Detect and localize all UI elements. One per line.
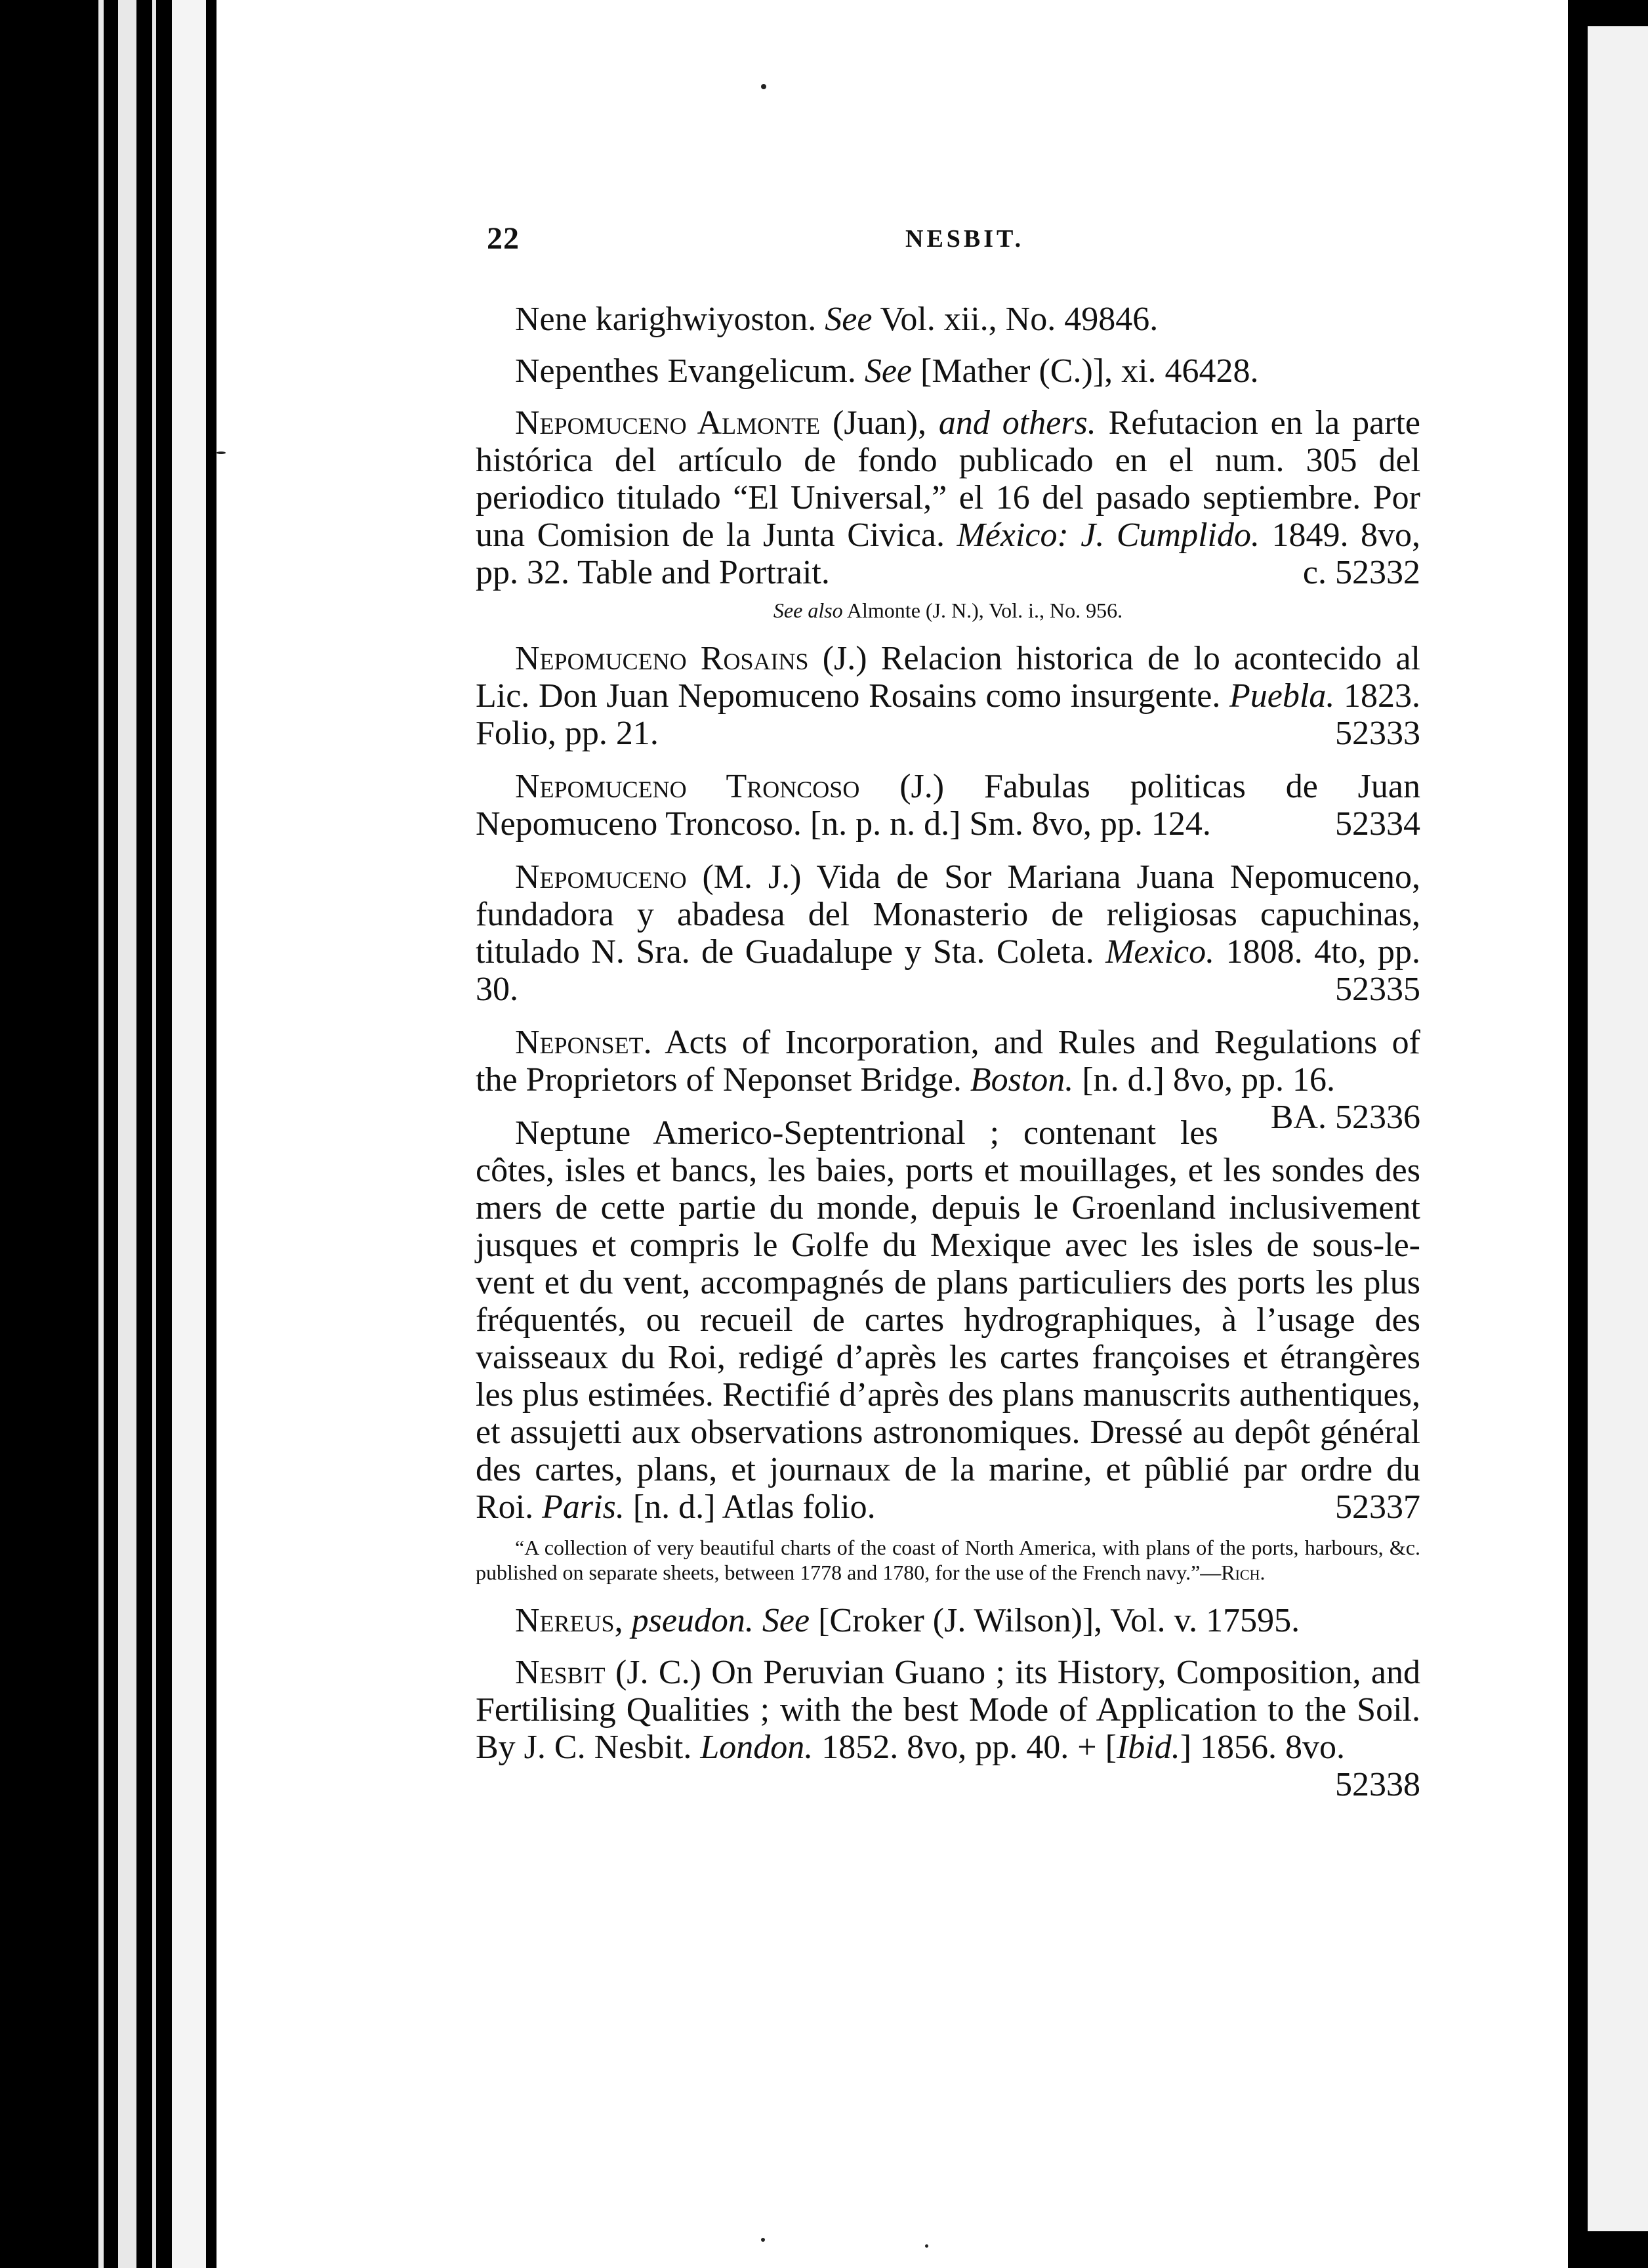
catalog-number: c. 52332 xyxy=(1302,554,1420,591)
text-column xyxy=(476,301,1420,1803)
entry-text: Nepomuceno (M. J.) Vida de Sor Mariana Juana Nepomuceno, fundadora y abadesa del Monasterio de religiosas capuchinas, titulado N. Sra. de Guadalupe y Sta. Coleta. Mexico. 1808. 4to, pp. 30. xyxy=(476,858,1420,1008)
speck xyxy=(216,452,226,454)
spine-stripe xyxy=(98,0,104,2268)
note-text: See also Almonte (J. N.), Vol. i., No. 956. xyxy=(773,598,1123,622)
entry-nene-karighwiyoston xyxy=(476,301,1420,338)
catalog-number: 52338 xyxy=(1335,1766,1420,1803)
entry-text: Nepomuceno Troncoso (J.) Fabulas politicas de Juan Nepomuceno Troncoso. [n. p. n. d.] Sm. 8vo, pp. 124. xyxy=(476,768,1420,843)
running-head: NESBIT. xyxy=(905,225,1025,253)
entry-text: Nereus, pseudon. See [Croker (J. Wilson)], Vol. v. 17595. xyxy=(515,1602,1300,1639)
entry-text: Neptune Americo-Septentrional ; contenant les côtes, isles et bancs, les baies, ports et mouillages, et les sondes des mers de cette partie du monde, depuis le Groenland inclusivement jusques et compris le Golfe du Mexique avec les isles de sous-le-vent et du vent, accompagnés de plans particuliers des ports les plus fréquentés, ou recueil de cartes hydrographiques, à l’usage des vaisseaux du Roi, redigé d’après les cartes françoises et étrangères les plus estimées. Rectifié d’après des plans manuscrits authentiques, et assujetti aux observations astronomiques. Dressé au depôt général des cartes, plans, et journaux de la marine, et pûblié par ordre du Roi. Paris. [n. d.] Atlas folio. xyxy=(476,1114,1420,1526)
spine-stripe xyxy=(118,0,136,2268)
entry-text: Nene karighwiyoston. See Vol. xii., No. 49846. xyxy=(515,301,1159,338)
entry-text: Nepomuceno Almonte (Juan), and others. Refutacion en la parte histórica del artículo de fondo publicado en el num. 305 del periodico titulado “El Universal,” el 16 del pasado septiembre. Por una Comision de la Junta Civica. México: J. Cumplido. 1849. 8vo, pp. 32. Table and Portrait. xyxy=(476,404,1421,591)
entry-nepomuceno-troncoso xyxy=(476,768,1420,843)
catalog-number: BA. 52336 xyxy=(1270,1099,1420,1136)
entry-neponset xyxy=(476,1024,1420,1136)
entry-nepenthes-evangelicum xyxy=(476,352,1420,390)
spine-stripe xyxy=(152,0,156,2268)
catalog-number: 52333 xyxy=(1335,715,1420,752)
entry-text: Neponset. Acts of Incorporation, and Rules and Regulations of the Proprietors of Neponset Bridge. Boston. [n. d.] 8vo, pp. 16. xyxy=(476,1024,1420,1099)
next-page-sliver xyxy=(1588,26,1648,2231)
page-number: 22 xyxy=(487,221,520,256)
catalog-number: 52334 xyxy=(1335,805,1420,843)
entry-text: Nesbit (J. C.) On Peruvian Guano ; its History, Composition, and Fertilising Qualities ; with the best Mode of Application to the Soil. By J. C. Nesbit. London. 1852. 8vo, pp. 40. + [Ibid.] 1856. 8vo. xyxy=(476,1654,1420,1766)
quotation-note xyxy=(476,1535,1420,1585)
spine-stripe xyxy=(172,0,206,2268)
speck xyxy=(761,2238,765,2242)
entry-nepomuceno-almonte xyxy=(476,404,1420,591)
note-text: “A collection of very beautiful charts of the coast of North America, with plans of the ports, harbours, &c. published on separate sheets, between 1778 and 1780, for the use of the French navy.”—Rich. xyxy=(476,1536,1420,1584)
entry-nepomuceno-mj xyxy=(476,858,1420,1008)
catalog-number: 52335 xyxy=(1335,971,1420,1008)
entry-neptune-americo-septentrional xyxy=(476,1114,1420,1526)
entry-nereus xyxy=(476,1602,1420,1639)
book-spine xyxy=(0,0,216,2268)
entry-nepomuceno-rosains xyxy=(476,640,1420,752)
cross-reference-note xyxy=(476,598,1420,623)
entry-nesbit xyxy=(476,1654,1420,1803)
catalog-number: 52337 xyxy=(1335,1488,1420,1526)
entry-text: Nepenthes Evangelicum. See [Mather (C.)], xi. 46428. xyxy=(515,352,1259,390)
speck xyxy=(761,84,766,89)
entry-text: Nepomuceno Rosains (J.) Relacion historica de lo acontecido al Lic. Don Juan Nepomuceno Rosains como insurgente. Puebla. 1823. Folio, pp. 21. xyxy=(476,640,1421,752)
speck xyxy=(925,2244,928,2248)
